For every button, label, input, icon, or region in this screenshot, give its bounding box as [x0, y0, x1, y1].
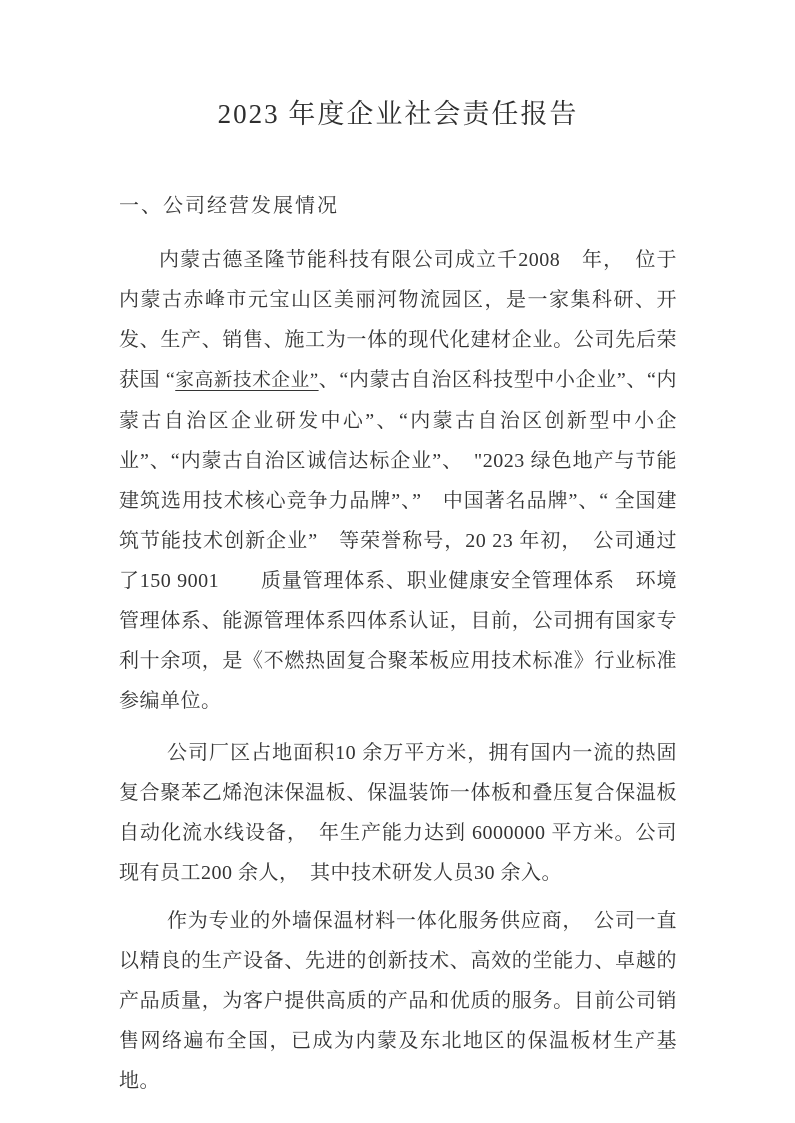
paragraph-text: 、“内蒙古自治区科技型中小企业”、“内蒙古自治区企业研发中心”、“内蒙古自治区创新型中小企业”、“内蒙古自治区诚信达标企业”、 "2023 绿色地产与节能建筑选用技术核心竞争力品牌”、” 中国著名品牌”、“ 全国建筑节能技术创新企业” 等荣誉称号，20 23 年初， 公司通过了150 9001 质量管理体系、职业健康安全管理体系 环境管理体系、能源管理体系四体系认证，目前，公司拥有国家专利十余项，是《不燃热固复合聚苯板应用技术标准》行业标准参编单位。: [119, 369, 677, 712]
paragraph-service-quality: 作为专业的外墙保温材料一体化服务供应商， 公司一直以精良的生产设备、先进的创新技术、高效的坣能力、卓越的产品质量，为客户提供高质的产品和优质的服务。目前公司销售网络遍布全国，已成为内蒙及东北地区的保温板材生产基地。: [119, 910, 677, 1092]
paragraph-text: 内蒙古德圣隆节能科技有限公司成立千2008 年， 位于内蒙古赤峰市元宝山区美丽河物流园区，是一家集科研、开发、生产、销售、施工为一体的现代化建材企业。公司先后荣获国 “: [119, 249, 677, 391]
honor-title-underlined-text: 家高新技术企业”: [175, 370, 319, 391]
section-heading: 一、公司经营发展情况: [119, 195, 339, 217]
document-title: 2023 年度企业社会责任报告: [217, 99, 579, 129]
paragraph-factory-capacity: 公司厂区占地面积10 余万平方米，拥有国内一流的热固复合聚苯乙烯泡沫保温板、保温装饰一体板和叠压复合保温板自动化流水线设备， 年生产能力达到 6000000 平方米。公司现有员工200 余人， 其中技术研发人员30 余入。: [119, 742, 677, 884]
paragraph-company-overview: [119, 240, 677, 721]
